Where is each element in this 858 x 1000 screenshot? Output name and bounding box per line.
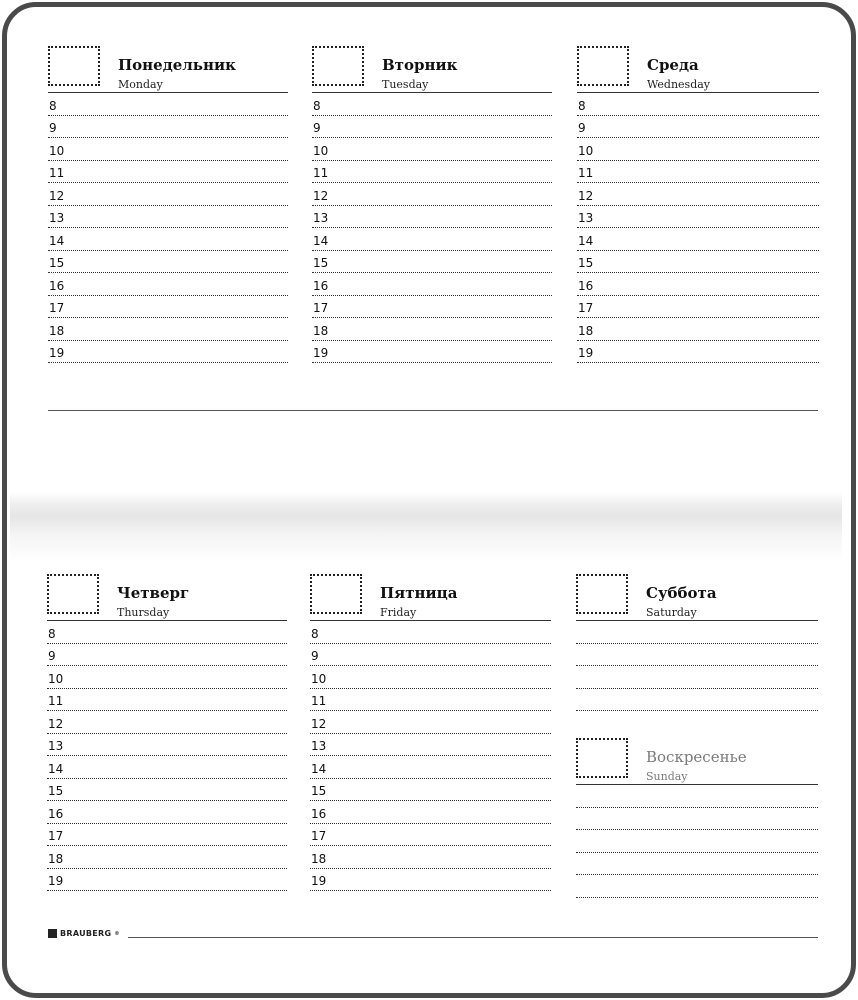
day-title: Пятница [380, 584, 458, 602]
hour-row[interactable] [312, 318, 552, 341]
writing-row[interactable] [576, 621, 818, 644]
hour-label: 19 [48, 874, 64, 888]
hour-row[interactable] [310, 756, 551, 779]
hour-row[interactable] [48, 273, 288, 296]
blank-rows [576, 785, 818, 898]
hour-label: 9 [49, 121, 57, 135]
hour-label: 18 [48, 851, 64, 866]
hour-row[interactable] [47, 734, 287, 757]
hour-row[interactable] [577, 296, 819, 319]
hour-row[interactable] [310, 666, 551, 689]
hour-label: 8 [311, 626, 319, 641]
hour-label: 10 [578, 143, 594, 158]
hour-label: 14 [313, 233, 329, 248]
day-subtitle: Tuesday [382, 78, 429, 91]
day-title: Суббота [646, 584, 717, 602]
hour-label: 17 [311, 829, 327, 843]
hour-row[interactable] [312, 161, 552, 184]
brand-name: BRAUBERG [60, 929, 112, 938]
hour-row[interactable] [312, 251, 552, 274]
date-box[interactable] [47, 574, 99, 614]
hour-row[interactable] [47, 779, 287, 802]
day-subtitle: Saturday [646, 606, 697, 619]
hour-label: 12 [311, 716, 327, 731]
hour-label: 16 [48, 806, 64, 821]
hour-row[interactable] [312, 116, 552, 139]
hour-label: 16 [49, 278, 65, 293]
hour-row[interactable] [310, 801, 551, 824]
hour-row[interactable] [48, 138, 288, 161]
hour-row[interactable] [312, 296, 552, 319]
writing-row[interactable] [576, 689, 818, 712]
footer-line [128, 937, 818, 938]
hour-label: 18 [313, 323, 329, 338]
hour-label: 16 [578, 278, 594, 293]
hour-row[interactable] [577, 273, 819, 296]
hour-label: 8 [578, 98, 586, 113]
hour-label: 16 [313, 278, 329, 293]
hour-label: 19 [49, 346, 65, 360]
writing-row[interactable] [576, 785, 818, 808]
hour-label: 9 [578, 121, 586, 135]
hour-label: 12 [49, 188, 65, 203]
hour-row[interactable] [48, 228, 288, 251]
hour-row[interactable] [47, 689, 287, 712]
hour-row[interactable] [310, 689, 551, 712]
writing-row[interactable] [576, 853, 818, 876]
hour-label: 11 [578, 166, 594, 180]
hour-label: 18 [578, 323, 594, 338]
hour-row[interactable] [577, 116, 819, 139]
hour-label: 16 [311, 806, 327, 821]
writing-row[interactable] [576, 808, 818, 831]
hour-label: 14 [578, 233, 594, 248]
hour-label: 11 [313, 166, 329, 180]
hour-label: 17 [578, 301, 594, 315]
hour-label: 15 [49, 256, 65, 270]
hour-row[interactable] [577, 206, 819, 229]
hour-row[interactable] [577, 183, 819, 206]
hour-label: 10 [313, 143, 329, 158]
hour-row[interactable] [48, 206, 288, 229]
day-subtitle: Wednesday [647, 78, 711, 91]
hour-rows [577, 93, 819, 363]
hour-label: 9 [311, 649, 319, 663]
hour-label: 9 [313, 121, 321, 135]
hour-row[interactable] [310, 846, 551, 869]
hour-row[interactable] [312, 206, 552, 229]
day-subtitle: Sunday [646, 770, 688, 783]
writing-row[interactable] [576, 830, 818, 853]
hour-row[interactable] [47, 869, 287, 892]
hour-label: 11 [311, 694, 327, 708]
hour-row[interactable] [577, 161, 819, 184]
hour-label: 14 [311, 761, 327, 776]
hour-label: 13 [311, 739, 327, 753]
hour-rows [312, 93, 552, 363]
hour-label: 9 [48, 649, 56, 663]
hour-label: 8 [48, 626, 56, 641]
brand-registered-mark: ® [114, 930, 120, 937]
hour-row[interactable] [310, 644, 551, 667]
hour-row[interactable] [48, 93, 288, 116]
hour-row[interactable] [48, 341, 288, 364]
hour-row[interactable] [310, 711, 551, 734]
hour-rows [310, 621, 551, 891]
hour-row[interactable] [47, 644, 287, 667]
hour-row[interactable] [48, 116, 288, 139]
date-box[interactable] [577, 46, 629, 86]
hour-label: 19 [578, 346, 594, 360]
hour-row[interactable] [310, 734, 551, 757]
hour-label: 12 [48, 716, 64, 731]
page-spread-fold [10, 492, 842, 562]
hour-label: 19 [311, 874, 327, 888]
blank-rows [576, 621, 818, 711]
hour-label: 10 [48, 671, 64, 686]
hour-row[interactable] [47, 666, 287, 689]
hour-row[interactable] [47, 621, 287, 644]
day-title: Воскресенье [646, 748, 747, 766]
hour-row[interactable] [312, 93, 552, 116]
hour-row[interactable] [312, 228, 552, 251]
day-subtitle: Monday [118, 78, 163, 91]
hour-row[interactable] [48, 251, 288, 274]
hour-row[interactable] [48, 318, 288, 341]
hour-row[interactable] [48, 183, 288, 206]
hour-row[interactable] [47, 756, 287, 779]
hour-label: 17 [49, 301, 65, 315]
day-title: Среда [647, 56, 699, 74]
hour-label: 10 [49, 143, 65, 158]
hour-label: 13 [48, 739, 64, 753]
hour-label: 18 [311, 851, 327, 866]
hour-label: 11 [48, 694, 64, 708]
hour-label: 17 [48, 829, 64, 843]
hour-label: 15 [578, 256, 594, 270]
hour-label: 15 [48, 784, 64, 798]
hour-row[interactable] [310, 824, 551, 847]
hour-label: 13 [49, 211, 65, 225]
day-title: Понедельник [118, 56, 236, 74]
hour-row[interactable] [577, 251, 819, 274]
date-box[interactable] [48, 46, 100, 86]
hour-row[interactable] [312, 138, 552, 161]
hour-row[interactable] [310, 869, 551, 892]
day-subtitle: Friday [380, 606, 417, 619]
date-box[interactable] [312, 46, 364, 86]
hour-row[interactable] [312, 341, 552, 364]
hour-label: 12 [313, 188, 329, 203]
hour-row[interactable] [577, 228, 819, 251]
day-title: Вторник [382, 56, 458, 74]
hour-label: 8 [49, 98, 57, 113]
date-box[interactable] [576, 738, 628, 778]
hour-label: 17 [313, 301, 329, 315]
date-box[interactable] [310, 574, 362, 614]
hour-label: 12 [578, 188, 594, 203]
hour-row[interactable] [577, 318, 819, 341]
hour-row[interactable] [47, 824, 287, 847]
writing-row[interactable] [576, 875, 818, 898]
hour-row[interactable] [312, 183, 552, 206]
writing-row[interactable] [576, 644, 818, 667]
hour-rows [48, 93, 288, 363]
brand-logo [48, 929, 120, 938]
hour-row[interactable] [48, 161, 288, 184]
hour-row[interactable] [577, 93, 819, 116]
hour-label: 13 [313, 211, 329, 225]
hour-row[interactable] [47, 711, 287, 734]
hour-row[interactable] [47, 846, 287, 869]
hour-label: 8 [313, 98, 321, 113]
hour-label: 14 [48, 761, 64, 776]
hour-label: 13 [578, 211, 594, 225]
hour-label: 14 [49, 233, 65, 248]
hour-row[interactable] [48, 296, 288, 319]
hour-row[interactable] [47, 801, 287, 824]
hour-label: 19 [313, 346, 329, 360]
hour-label: 10 [311, 671, 327, 686]
date-box[interactable] [576, 574, 628, 614]
hour-label: 15 [313, 256, 329, 270]
hour-row[interactable] [310, 779, 551, 802]
hour-label: 15 [311, 784, 327, 798]
brand-mark-icon [48, 929, 57, 938]
hour-row[interactable] [577, 138, 819, 161]
hour-label: 18 [49, 323, 65, 338]
writing-row[interactable] [576, 666, 818, 689]
hour-rows [47, 621, 287, 891]
hour-row[interactable] [577, 341, 819, 364]
hour-label: 11 [49, 166, 65, 180]
hour-row[interactable] [310, 621, 551, 644]
day-subtitle: Thursday [117, 606, 170, 619]
notes-line[interactable] [48, 410, 818, 411]
day-title: Четверг [117, 584, 190, 602]
hour-row[interactable] [312, 273, 552, 296]
